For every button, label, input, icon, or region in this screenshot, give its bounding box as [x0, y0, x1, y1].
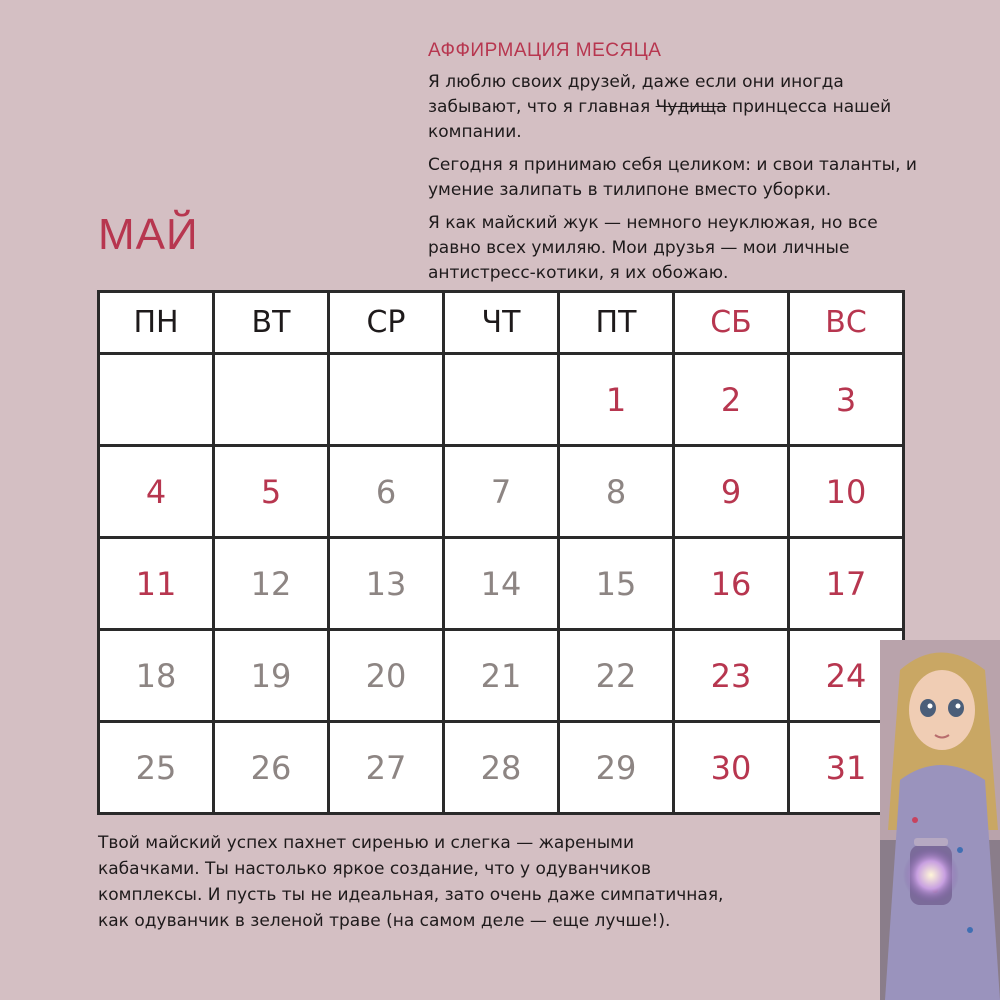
- day-cell: 28: [444, 722, 559, 814]
- day-cell: 7: [444, 446, 559, 538]
- girl-illustration: [880, 640, 1000, 1000]
- empty-day-cell: [444, 354, 559, 446]
- day-cell: 15: [559, 538, 674, 630]
- affirmation-paragraph-3: Я как майский жук — немного неуклюжая, но все равно всех умиляю. Мои друзья — мои личные антистресс-котики, я их обожаю.: [428, 213, 878, 283]
- day-cell: 12: [214, 538, 329, 630]
- day-cell: 25: [99, 722, 214, 814]
- calendar-week-row: [99, 538, 904, 630]
- day-cell: 24: [789, 630, 904, 722]
- affirmation-paragraph-2: Сегодня я принимаю себя целиком: и свои таланты, и умение залипать в тилипоне вместо уборки.: [428, 155, 917, 200]
- calendar-week-row: [99, 446, 904, 538]
- weekday-thu: ЧТ: [444, 292, 559, 354]
- day-cell: 21: [444, 630, 559, 722]
- affirmation-block: [428, 40, 928, 294]
- affirmation-text: Я люблю своих друзей, даже если они иногда забывают, что я главная: [428, 72, 844, 117]
- weekday-wed: СР: [329, 292, 444, 354]
- day-cell: 27: [329, 722, 444, 814]
- weekday-mon: ПН: [99, 292, 214, 354]
- day-cell: 29: [559, 722, 674, 814]
- day-cell: 1: [559, 354, 674, 446]
- day-cell: 19: [214, 630, 329, 722]
- day-cell: 8: [559, 446, 674, 538]
- empty-day-cell: [329, 354, 444, 446]
- affirmation-paragraph-1: [428, 70, 928, 145]
- affirmation-title: АФФИРМАЦИЯ МЕСЯЦА: [428, 40, 662, 61]
- weekday-tue: ВТ: [214, 292, 329, 354]
- weekday-sat: СБ: [674, 292, 789, 354]
- calendar-week-row: [99, 630, 904, 722]
- day-cell: 4: [99, 446, 214, 538]
- empty-day-cell: [214, 354, 329, 446]
- day-cell: 10: [789, 446, 904, 538]
- day-cell: 22: [559, 630, 674, 722]
- struck-word: Чудища: [655, 97, 727, 117]
- day-cell: 31: [789, 722, 904, 814]
- weekday-header-row: [99, 292, 904, 354]
- day-cell: 26: [214, 722, 329, 814]
- day-cell: 30: [674, 722, 789, 814]
- day-cell: 20: [329, 630, 444, 722]
- day-cell: 17: [789, 538, 904, 630]
- day-cell: 18: [99, 630, 214, 722]
- day-cell: 23: [674, 630, 789, 722]
- day-cell: 6: [329, 446, 444, 538]
- day-cell: 5: [214, 446, 329, 538]
- day-cell: 11: [99, 538, 214, 630]
- calendar-body: [99, 354, 904, 814]
- day-cell: 14: [444, 538, 559, 630]
- weekday-sun: ВС: [789, 292, 904, 354]
- day-cell: 9: [674, 446, 789, 538]
- calendar-week-row: [99, 722, 904, 814]
- calendar-grid: [97, 290, 905, 815]
- affirmation-text: принцесса нашей компании.: [428, 97, 892, 142]
- footer-text: Твой майский успех пахнет сиренью и слегка — жареными кабачками. Ты настолько яркое создание, что у одуванчиков комплексы. И пусть ты не идеальная, зато очень даже симпатичная, как одуванчик в зеленой траве (на самом деле — еще лучше!).: [98, 833, 724, 931]
- day-cell: 13: [329, 538, 444, 630]
- weekday-fri: ПТ: [559, 292, 674, 354]
- empty-day-cell: [99, 354, 214, 446]
- month-title: МАЙ: [98, 210, 199, 259]
- day-cell: 16: [674, 538, 789, 630]
- day-cell: 3: [789, 354, 904, 446]
- calendar-week-row: [99, 354, 904, 446]
- day-cell: 2: [674, 354, 789, 446]
